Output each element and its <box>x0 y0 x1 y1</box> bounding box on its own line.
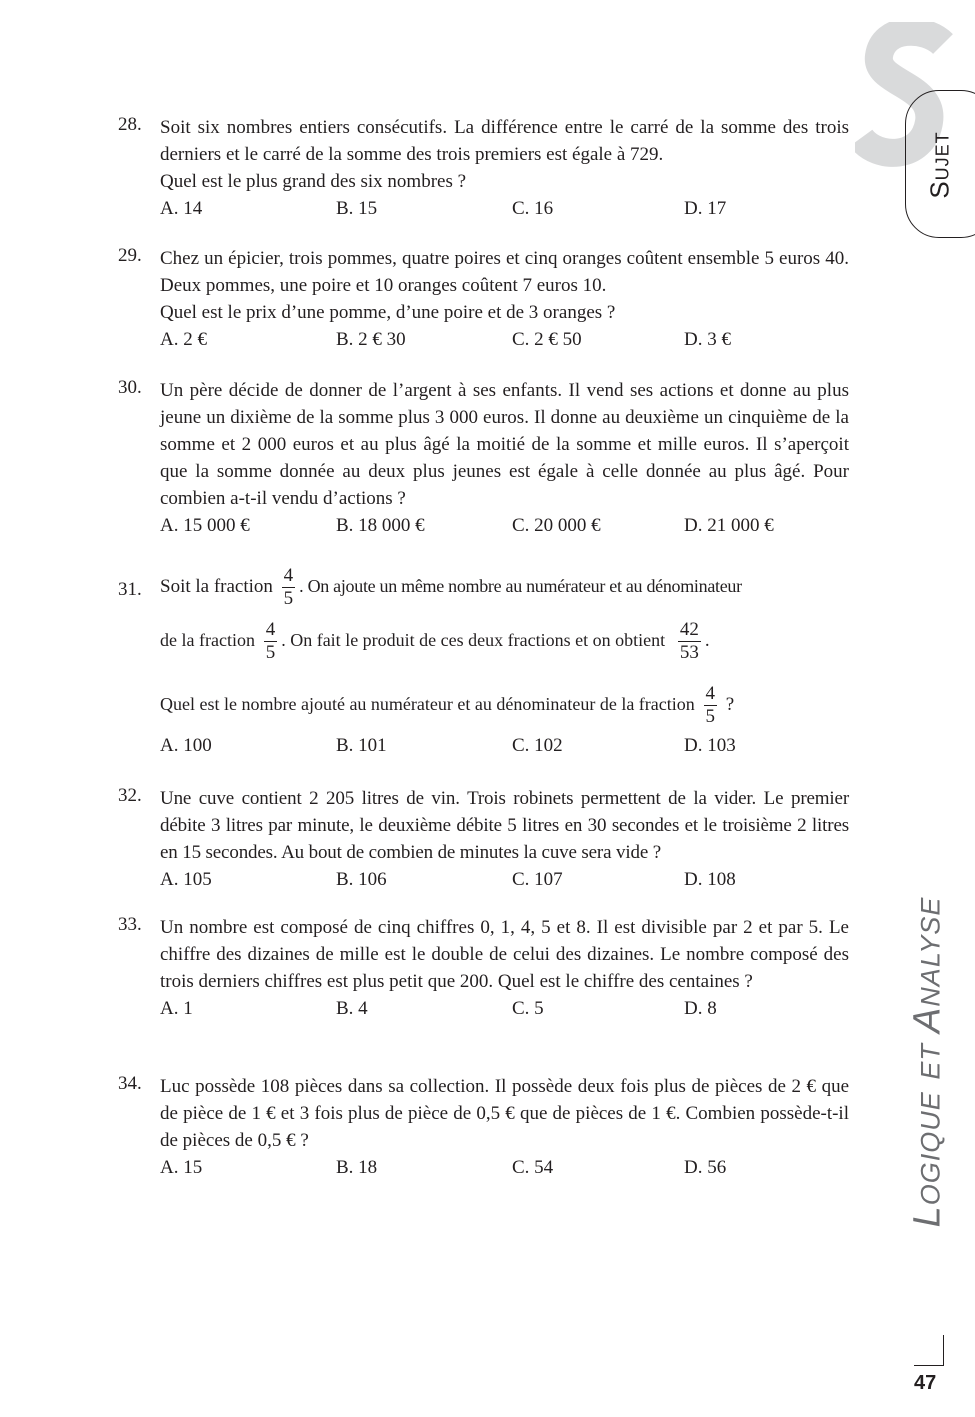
choice-c: C. 20 000 € <box>512 515 601 536</box>
question-prompt: Quel est le prix d’une pomme, d’une poire et de 3 oranges ? <box>160 302 616 323</box>
denominator: 5 <box>705 706 716 727</box>
question-number: 28. <box>118 114 142 135</box>
denominator: 5 <box>265 642 276 663</box>
text: . On ajoute un même nombre au numérateur et au dénominateur <box>299 575 742 596</box>
text: de la fraction <box>160 629 255 650</box>
choice-c: C. 5 <box>512 998 544 1019</box>
choice-a: A. 15 <box>160 1157 203 1178</box>
numerator: 4 <box>265 619 276 640</box>
question-line-3 <box>160 683 734 728</box>
choice-a: A. 2 € <box>160 329 207 350</box>
question-line-2: de la fraction $\frac{4}{5}$ . On fait le produit de ces deux fractions et on obtient $\frac{42}{53}$ . <box>160 619 710 663</box>
question-text: Un père décide de donner de l’argent à ses enfants. Il vend ses actions et donne au plus jeune un dixième de la somme plus 3 000 euros. Il donne au deuxième un cinquième de la somme et 2 000 euros et au plus âgé la moitié de la somme et mille euros. Il s’aperçoit que la somme donnée au deux plus jeunes est égale à celle donnée au plus âgé. Pour combien a-t-il vendu d’actions ? <box>160 380 849 509</box>
fraction <box>704 683 718 728</box>
choice-b: B. 106 <box>336 869 387 890</box>
choice-a: A. 105 <box>160 869 212 890</box>
denominator: 53 <box>679 642 699 663</box>
question-30 <box>118 377 849 539</box>
fraction <box>282 565 296 610</box>
choice-d: D. 108 <box>684 869 736 890</box>
sujet-tab-label: Sujet <box>924 131 955 199</box>
question-text: Soit six nombres entiers consécutifs. La différence entre le carré de la somme des trois derniers et le carré de la somme des trois premiers est égale à 729. <box>160 117 849 165</box>
question-line-1 <box>160 565 742 610</box>
question-34 <box>118 1073 849 1181</box>
question-number: 29. <box>118 245 142 266</box>
choice-a: A. 14 <box>160 198 203 219</box>
denominator: 5 <box>283 588 294 609</box>
answer-choices <box>160 866 849 893</box>
choice-d: D. 56 <box>684 1157 727 1178</box>
text: Quel est le nombre ajouté au numérateur et au dénominateur de la fraction <box>160 693 695 714</box>
answer-choices <box>160 735 850 762</box>
question-28 <box>118 114 849 222</box>
choice-b: B. 18 000 € <box>336 515 425 536</box>
choice-c: C. 54 <box>512 1157 554 1178</box>
choice-a: A. 1 <box>160 998 193 1019</box>
page-number-rule <box>943 1335 944 1366</box>
fraction <box>264 619 278 664</box>
choice-c: C. 107 <box>512 869 563 890</box>
question-prompt: Quel est le plus grand des six nombres ? <box>160 171 467 192</box>
choice-d: D. 17 <box>684 198 727 219</box>
question-text: Luc possède 108 pièces dans sa collection. Il possède deux fois plus de pièces de 2 € que de pièce de 1 € et 3 fois plus de pièce de 0,5 € que de pièces de 1 €. Combien possède-t-il de pièces de 0,5 € ? <box>160 1076 849 1151</box>
question-number: 34. <box>118 1073 142 1094</box>
question-29 <box>118 245 849 353</box>
question-text: Une cuve contient 2 205 litres de vin. Trois robinets permettent de la vider. Le premier débite 3 litres par minute, le deuxième débite 5 litres en 30 secondes et le troisième 2 litres en 15 secondes. Au bout de combien de minutes la cuve sera vide ? <box>160 788 849 863</box>
text: . On fait le produit de ces deux fractions et on obtient <box>281 629 666 650</box>
question-number: 33. <box>118 914 142 935</box>
answer-choices <box>160 1154 849 1181</box>
question-number: 30. <box>118 377 142 398</box>
question-number: 31. <box>118 579 142 600</box>
answer-choices <box>160 995 849 1022</box>
numerator: 42 <box>679 619 699 640</box>
question-number: 32. <box>118 785 142 806</box>
page-number: 47 <box>914 1372 937 1394</box>
numerator: 4 <box>283 565 294 586</box>
choice-d: D. 3 € <box>684 329 731 350</box>
section-side-title: Logique et Analyse <box>906 896 949 1228</box>
question-text: Chez un épicier, trois pommes, quatre poires et cinq oranges coûtent ensemble 5 euros 40. Deux pommes, une poire et 10 oranges coûtent 7 euros 10. <box>160 248 849 296</box>
choice-d: D. 8 <box>684 998 717 1019</box>
choice-d: D. 103 <box>684 735 736 756</box>
choice-b: B. 101 <box>336 735 387 756</box>
answer-choices <box>160 326 849 353</box>
choice-b: B. 18 <box>336 1157 378 1178</box>
choice-b: B. 4 <box>336 998 368 1019</box>
answer-choices <box>160 195 849 222</box>
question-33 <box>118 914 849 1022</box>
choice-b: B. 2 € 30 <box>336 329 406 350</box>
question-text: Un nombre est composé de cinq chiffres 0, 1, 4, 5 et 8. Il est divisible par 2 et par 5. Le chiffre des dizaines de mille est le double de celui des dizaines. Le nombre composé des trois derniers chiffres est plus petit que 200. Quel est le chiffre des centaines ? <box>160 917 849 992</box>
choice-c: C. 2 € 50 <box>512 329 582 350</box>
text: ? <box>725 693 735 715</box>
page-number-rule <box>914 1365 944 1366</box>
choice-c: C. 102 <box>512 735 563 756</box>
question-32 <box>118 785 849 893</box>
answer-choices <box>160 512 849 539</box>
text: Soit la fraction <box>160 575 273 597</box>
choice-a: A. 100 <box>160 735 212 756</box>
choice-a: A. 15 000 € <box>160 515 250 536</box>
choice-d: D. 21 000 € <box>684 515 774 536</box>
choice-c: C. 16 <box>512 198 554 219</box>
numerator: 4 <box>705 683 716 704</box>
question-31 <box>118 565 849 770</box>
result-fraction <box>678 619 701 664</box>
choice-b: B. 15 <box>336 198 378 219</box>
